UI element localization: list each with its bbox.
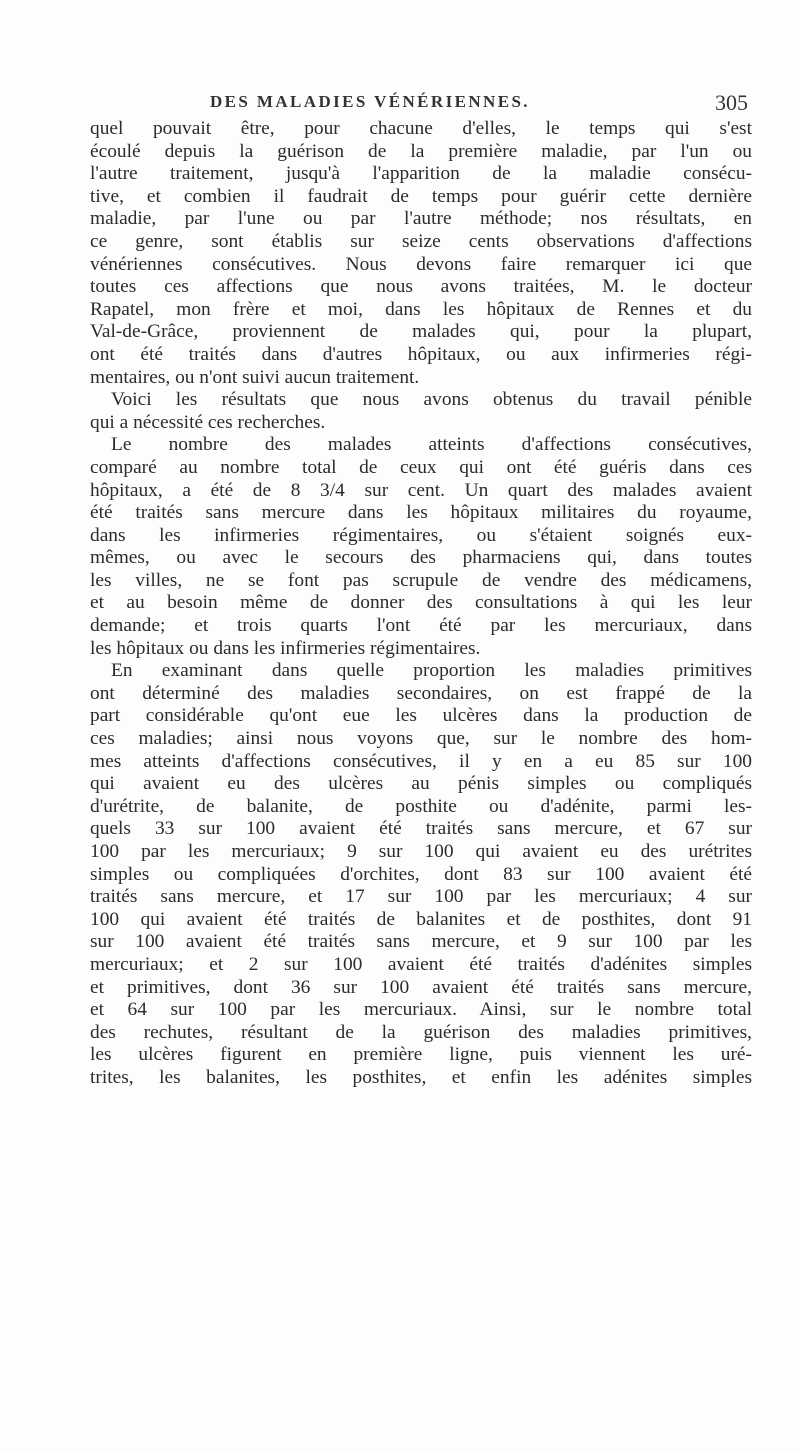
text-line: et au besoin même de donner des consultations à qui les leur	[90, 592, 752, 614]
text-line: tive, et combien il faudrait de temps pour guérir cette dernière	[90, 185, 752, 207]
text-line: 100 par les mercuriaux; 9 sur 100 qui avaient eu des urétrites	[90, 841, 752, 862]
text-line: les hôpitaux ou dans les infirmeries régimentaires.	[90, 637, 481, 659]
text-line: Voici les résultats que nous avons obtenus du travail pénible	[111, 389, 752, 411]
text-line: ont été traités dans d'autres hôpitaux, ou aux infirmeries régi-	[90, 343, 752, 365]
text-line: l'autre traitement, jusqu'à l'apparition de la maladie consécu-	[90, 163, 752, 185]
page-header	[92, 92, 748, 118]
text-line: écoulé depuis la guérison de la première maladie, par l'un ou	[90, 140, 752, 162]
text-line: les ulcères figurent en première ligne, puis viennent les uré-	[90, 1044, 752, 1066]
text-line: trites, les balanites, les posthites, et enfin les adénites simples	[90, 1066, 752, 1088]
text-line: ce genre, sont établis sur seize cents observations d'affections	[90, 230, 752, 252]
text-line: quel pouvait être, pour chacune d'elles, le temps qui s'est	[90, 118, 752, 139]
text-line: mentaires, ou n'ont suivi aucun traitement.	[90, 366, 420, 388]
text-line: et 64 sur 100 par les mercuriaux. Ainsi, sur le nombre total	[90, 999, 752, 1021]
text-line: traités sans mercure, et 17 sur 100 par les mercuriaux; 4 sur	[90, 886, 752, 908]
running-title: DES MALADIES VÉNÉRIENNES.	[210, 92, 530, 111]
text-line: sur 100 avaient été traités sans mercure, et 9 sur 100 par les	[90, 931, 752, 953]
text-line: maladie, par l'une ou par l'autre méthode; nos résultats, en	[90, 208, 752, 230]
text-line: hôpitaux, a été de 8 3/4 sur cent. Un quart des malades avaient	[90, 479, 752, 501]
text-line: vénériennes consécutives. Nous devons faire remarquer ici que	[90, 253, 752, 275]
text-line: 100 qui avaient été traités de balanites et de posthites, dont 91	[90, 908, 752, 930]
text-line: dans les infirmeries régimentaires, ou s'étaient soignés eux-	[90, 524, 752, 546]
text-line: quels 33 sur 100 avaient été traités sans mercure, et 67 sur	[90, 818, 752, 840]
text-line: En examinant dans quelle proportion les maladies primitives	[111, 660, 752, 682]
text-line: mercuriaux; et 2 sur 100 avaient été traités d'adénites simples	[90, 953, 752, 975]
page-number: 305	[715, 90, 748, 115]
text-line: des rechutes, résultant de la guérison des maladies primitives,	[90, 1021, 752, 1043]
text-line: Rapatel, mon frère et moi, dans les hôpitaux de Rennes et du	[90, 298, 752, 320]
text-line: ont déterminé des maladies secondaires, on est frappé de la	[90, 682, 752, 704]
text-line: comparé au nombre total de ceux qui ont été guéris dans ces	[90, 456, 752, 478]
text-line: d'urétrite, de balanite, de posthite ou d'adénite, parmi les-	[90, 795, 752, 817]
text-line: part considérable qu'ont eue les ulcères dans la production de	[90, 705, 752, 727]
text-line: qui a nécessité ces recherches.	[90, 411, 326, 433]
text-line: qui avaient eu des ulcères au pénis simples ou compliqués	[90, 773, 752, 795]
text-line: mêmes, ou avec le secours des pharmaciens qui, dans toutes	[90, 547, 752, 569]
text-line: simples ou compliquées d'orchites, dont 83 sur 100 avaient été	[90, 863, 752, 885]
text-line: demande; et trois quarts l'ont été par les mercuriaux, dans	[90, 615, 752, 637]
text-line: été traités sans mercure dans les hôpitaux militaires du royaume,	[90, 502, 752, 524]
text-line: et primitives, dont 36 sur 100 avaient été traités sans mercure,	[90, 976, 752, 998]
text-line: Val-de-Grâce, proviennent de malades qui, pour la plupart,	[90, 321, 752, 343]
text-line: toutes ces affections que nous avons traitées, M. le docteur	[90, 276, 752, 298]
text-line: les villes, ne se font pas scrupule de vendre des médicamens,	[90, 569, 752, 591]
body-text	[90, 118, 752, 1090]
text-line: Le nombre des malades atteints d'affections consécutives,	[111, 434, 752, 456]
text-line: mes atteints d'affections consécutives, il y en a eu 85 sur 100	[90, 750, 752, 772]
text-line: ces maladies; ainsi nous voyons que, sur le nombre des hom-	[90, 728, 752, 750]
